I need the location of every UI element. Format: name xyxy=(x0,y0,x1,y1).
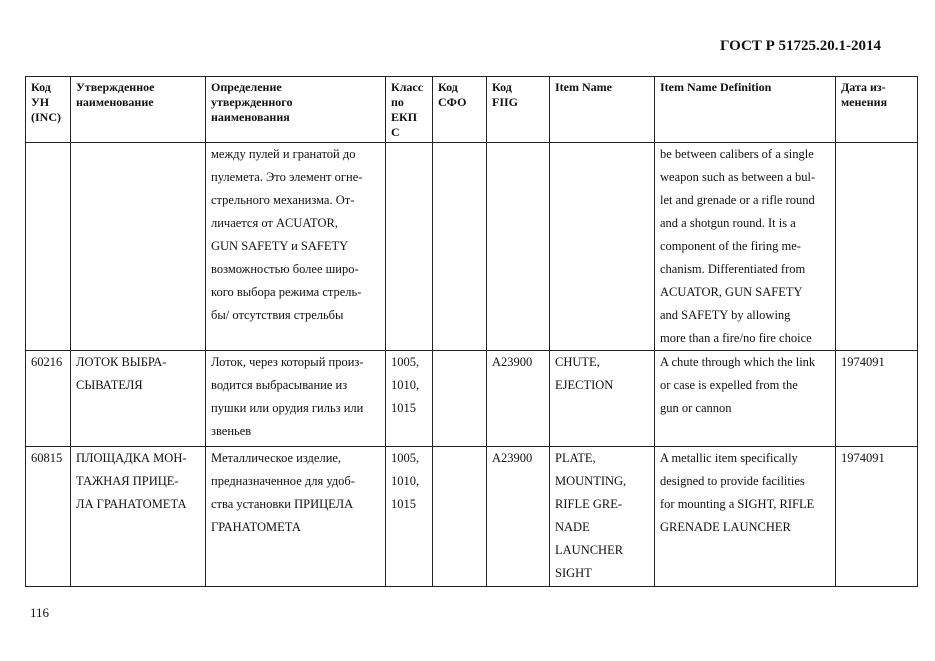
cell-sfo xyxy=(433,447,487,587)
cell-class xyxy=(386,351,433,447)
standard-number: ГОСТ Р 51725.20.1-2014 xyxy=(720,38,882,54)
cell-code xyxy=(26,351,71,447)
cell-fiig xyxy=(487,351,550,447)
cell-line: CHUTE, xyxy=(555,355,600,369)
cell-line: more than a fire/no fire choice xyxy=(660,331,812,345)
cell-line: and SAFETY by allowing xyxy=(660,308,791,322)
cell-line: 1015 xyxy=(391,401,416,415)
cell-name-ru xyxy=(71,447,206,587)
cell-line: 1974091 xyxy=(841,355,885,369)
cell-line: RIFLE GRE- xyxy=(555,497,623,511)
cell-definition-en xyxy=(655,143,836,351)
header-fiig: Код FIIG xyxy=(487,77,550,143)
cell-line: Лоток, через который произ- xyxy=(211,355,364,369)
cell-line: weapon such as between a bul- xyxy=(660,170,816,184)
cell-line: ГРАНАТОМЕТА xyxy=(211,520,301,534)
cell-item-name xyxy=(550,143,655,351)
table-row xyxy=(26,351,918,447)
cell-date xyxy=(836,143,918,351)
cell-line: ACUATOR, GUN SAFETY xyxy=(660,285,803,299)
cell-item-name xyxy=(550,351,655,447)
cell-line: EJECTION xyxy=(555,378,614,392)
header-item-name: Item Name xyxy=(550,77,655,143)
cell-line: 60216 xyxy=(31,355,63,369)
cell-line: and a shotgun round. It is a xyxy=(660,216,796,230)
cell-item-name xyxy=(550,447,655,587)
header-approved-name: Утвержденное наименование xyxy=(71,77,206,143)
cell-sfo xyxy=(433,351,487,447)
cell-line: chanism. Differentiated from xyxy=(660,262,806,276)
cell-line: пушки или орудия гильз или xyxy=(211,401,364,415)
cell-line: A23900 xyxy=(492,355,533,369)
cell-line: водится выбрасывание из xyxy=(211,378,348,392)
cell-definition-ru xyxy=(206,143,386,351)
table-row xyxy=(26,447,918,587)
cell-line: пулемета. Это элемент огне- xyxy=(211,170,363,184)
cell-line: let and grenade or a rifle round xyxy=(660,193,815,207)
cell-line: MOUNTING, xyxy=(555,474,627,488)
cell-line: GRENADE LAUNCHER xyxy=(660,520,791,534)
cell-definition-en xyxy=(655,351,836,447)
cell-line: or case is expelled from the xyxy=(660,378,798,392)
cell-line: 1005, xyxy=(391,451,420,465)
cell-sfo xyxy=(433,143,487,351)
cell-line: предназначенное для удоб- xyxy=(211,474,355,488)
cell-class xyxy=(386,143,433,351)
header-class: Класс по ЕКП С xyxy=(386,77,433,143)
cell-fiig xyxy=(487,447,550,587)
cell-line: ЛОТОК ВЫБРА- xyxy=(76,355,167,369)
cell-code xyxy=(26,447,71,587)
cell-line: for mounting a SIGHT, RIFLE xyxy=(660,497,815,511)
cell-line: 1010, xyxy=(391,378,420,392)
cell-line: A metallic item specifically xyxy=(660,451,798,465)
cell-line: PLATE, xyxy=(555,451,596,465)
cell-line: стрельного механизма. От- xyxy=(211,193,355,207)
cell-line: NADE xyxy=(555,520,590,534)
cell-name-ru xyxy=(71,143,206,351)
cell-line: 1974091 xyxy=(841,451,885,465)
cell-line: SIGHT xyxy=(555,566,592,580)
cell-line: ства установки ПРИЦЕЛА xyxy=(211,497,354,511)
nomenclature-table xyxy=(25,76,918,587)
cell-line: gun or cannon xyxy=(660,401,732,415)
table-header-row xyxy=(26,77,918,143)
cell-line: designed to provide facilities xyxy=(660,474,805,488)
cell-line: A chute through which the link xyxy=(660,355,816,369)
cell-name-ru xyxy=(71,351,206,447)
cell-line: A23900 xyxy=(492,451,533,465)
cell-definition-ru xyxy=(206,447,386,587)
cell-code xyxy=(26,143,71,351)
cell-line: 1010, xyxy=(391,474,420,488)
page-number: 116 xyxy=(30,605,50,620)
cell-line: ПЛОЩАДКА МОН- xyxy=(76,451,187,465)
cell-definition-en xyxy=(655,447,836,587)
cell-line: ТАЖНАЯ ПРИЦЕ- xyxy=(76,474,179,488)
cell-line: возможностью более широ- xyxy=(211,262,359,276)
cell-definition-ru xyxy=(206,351,386,447)
header-item-name-definition: Item Name Definition xyxy=(655,77,836,143)
cell-line: component of the firing me- xyxy=(660,239,801,253)
cell-date xyxy=(836,447,918,587)
cell-fiig xyxy=(487,143,550,351)
header-change-date: Дата из- менения xyxy=(836,77,918,143)
cell-line: СЫВАТЕЛЯ xyxy=(76,378,143,392)
cell-line: ЛА ГРАНАТОМЕТА xyxy=(76,497,187,511)
cell-line: Металлическое изделие, xyxy=(211,451,342,465)
cell-line: звеньев xyxy=(211,424,252,438)
cell-line: личается от ACUATOR, xyxy=(211,216,338,230)
cell-line: между пулей и гранатой до xyxy=(211,147,356,161)
cell-line: LAUNCHER xyxy=(555,543,624,557)
cell-line: кого выбора режима стрель- xyxy=(211,285,362,299)
header-code: Код УН (INC) xyxy=(26,77,71,143)
header-definition-ru: Определение утвержденного наименования xyxy=(206,77,386,143)
cell-line: бы/ отсутствия стрельбы xyxy=(211,308,344,322)
cell-line: be between calibers of a single xyxy=(660,147,814,161)
cell-line: 1005, xyxy=(391,355,420,369)
cell-class xyxy=(386,447,433,587)
header-sfo: Код СФО xyxy=(433,77,487,143)
cell-line: 60815 xyxy=(31,451,63,465)
cell-line: 1015 xyxy=(391,497,416,511)
cell-line: GUN SAFETY и SAFETY xyxy=(211,239,349,253)
cell-date xyxy=(836,351,918,447)
table-row xyxy=(26,143,918,351)
